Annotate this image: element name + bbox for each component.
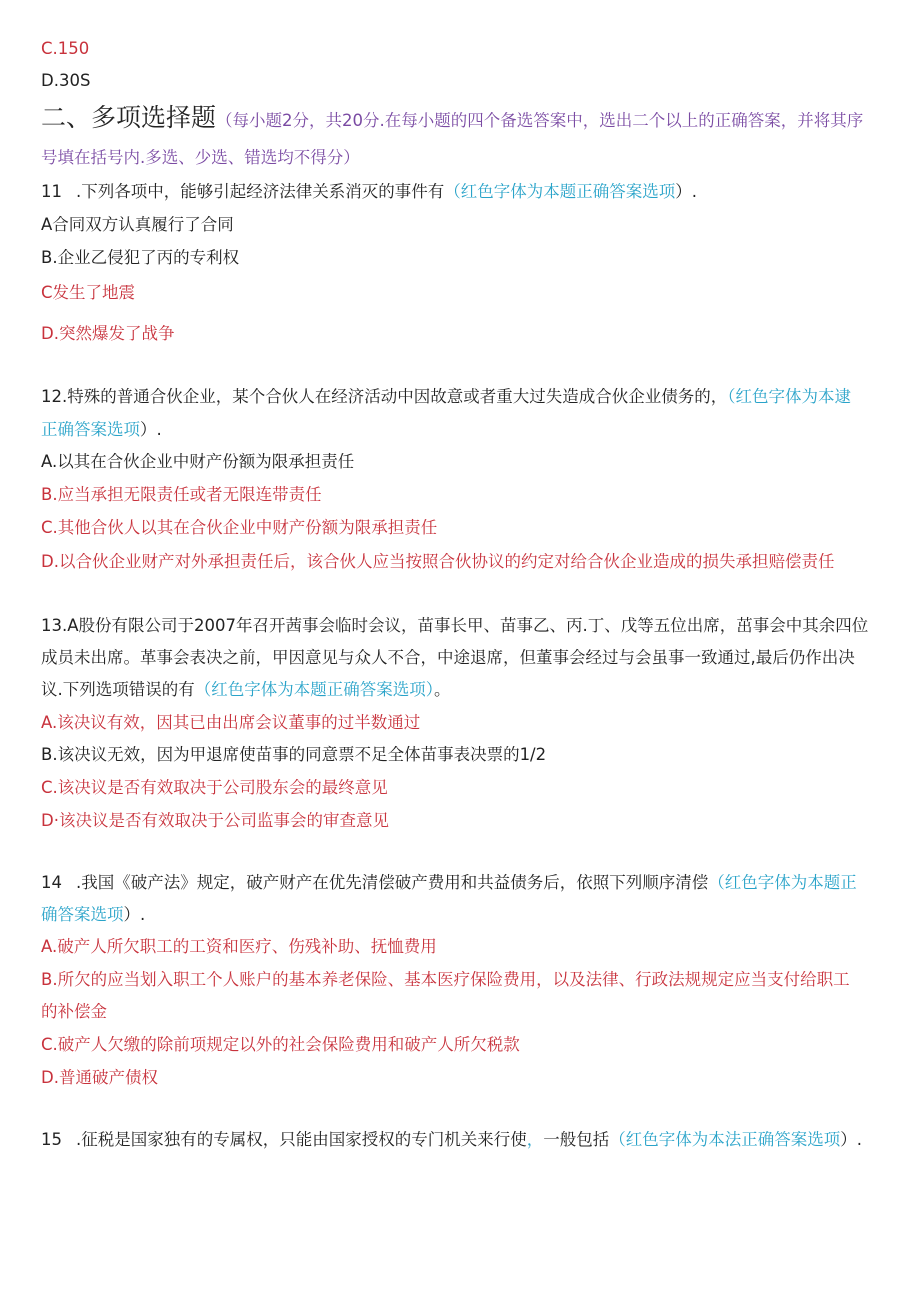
q12-option-a: A.以其在合伙企业中财产份额为限承担责任 <box>41 452 355 471</box>
q15-stem-text: .征税是国家独有的专属权，只能由国家授权的专门机关来行使 <box>76 1130 527 1149</box>
q13-option-a: A.该决议有效，因其已由出席会议董事的过半数通过 <box>41 713 421 732</box>
q15-comma: ， <box>526 1130 544 1149</box>
q13-stem-line1: 13.A股份有限公司于2007年召开茜事会临时会议，苗事长甲、苗事乙、丙.丁、戊等五位出席，茁事会中其余四位 <box>41 616 869 635</box>
q12-stem-line1 <box>41 386 851 408</box>
q11-option-a: A合同双方认真履行了合同 <box>41 215 234 234</box>
q14-option-d: D.普通破产债权 <box>41 1068 158 1087</box>
q11-stem-text: .下列各项中，能够引起经济法律关系消灭的事件有 <box>76 182 445 201</box>
q11-option-b: B.企业乙侵犯了丙的专利权 <box>41 248 240 267</box>
q11-stem-end: ）. <box>675 182 697 201</box>
q12-stem-end: ）. <box>140 420 162 439</box>
q13-stem-end: 。 <box>434 680 451 699</box>
q14-option-a: A.破产人所欠职工的工资和医疗、伤残补助、抚恤费用 <box>41 937 437 956</box>
q15-number: 15 <box>41 1130 62 1149</box>
q14-option-b-line1: B.所欠的应当划入职工个人账户的基本养老保险、基本医疗保险费用，以及法律、行政法规规定应当支付给职工 <box>41 970 850 989</box>
q12-option-c: C.其他合伙人以其在合伙企业中财产份额为限承担责任 <box>41 518 438 537</box>
q13-stem-line3 <box>41 679 451 701</box>
q14-stem-line2 <box>41 904 145 926</box>
q11-stem <box>41 181 697 203</box>
q12-option-d: D.以合伙企业财产对外承担责任后，该合伙人应当按照合伙协议的约定对给合伙企业造成的损失承担赔偿责任 <box>41 552 835 571</box>
q13-hint: （红色字体为本题正确答案选项） <box>194 680 434 699</box>
q13-stem-line2: 成员未出席。革事会表决之前，甲因意见与众人不合，中途退席，但董事会经过与会虽事一致通过,最后仍作出决 <box>41 648 855 667</box>
q14-hint-line1: （红色字体为本题正 <box>708 873 857 892</box>
q12-stem-text: 12.特殊的普通合伙企业，某个合伙人在经济活动中因故意或者重大过失造成合伙企业债务的， <box>41 387 728 406</box>
q10-option-c: C.150 <box>41 39 90 58</box>
section-title: 二、多项选择题 <box>41 103 217 132</box>
section-note-line1: （每小题2分，共20分.在每小题的四个备选答案中，选出二个以上的正确答案，并将其序 <box>216 111 864 130</box>
q14-number: 14 <box>41 873 62 892</box>
q12-stem-line2 <box>41 419 162 441</box>
q14-stem-end: ）. <box>123 905 146 924</box>
section-heading <box>41 103 863 133</box>
q13-option-d: D·该决议是否有效取决于公司监事会的审查意见 <box>41 811 389 830</box>
q13-option-b: B.该决议无效，因为甲退席使苗事的同意票不足全体苗事表决票的1/2 <box>41 745 547 764</box>
q15-stem-text2: 一般包括 <box>543 1130 610 1149</box>
q15-stem-end: ）. <box>840 1130 862 1149</box>
q13-stem-text: 议.下列选项错误的有 <box>41 680 195 699</box>
q11-option-d: D.突然爆发了战争 <box>41 324 175 343</box>
q14-stem-line1 <box>41 872 857 894</box>
q15-stem <box>41 1129 862 1151</box>
q14-option-c: C.破产人欠缴的除前项规定以外的社会保险费用和破产人所欠税款 <box>41 1035 520 1054</box>
q10-option-d: D.30S <box>41 71 91 90</box>
q13-option-c: C.该决议是否有效取决于公司股东会的最终意见 <box>41 778 388 797</box>
q14-hint-line2: 确答案选项 <box>41 905 124 924</box>
section-note-line2: 号填在括号内.多选、少选、错选均不得分） <box>41 148 360 167</box>
q15-hint: （红色字体为本法正确答案选项 <box>609 1130 841 1149</box>
q14-option-b-line2: 的补偿金 <box>41 1002 107 1021</box>
q12-hint-line1: （红色字体为本逮 <box>727 387 851 406</box>
q11-option-c: C发生了地震 <box>41 283 136 302</box>
q11-number: 11 <box>41 182 62 201</box>
q12-hint-line2: 正确答案选项 <box>41 420 140 439</box>
q11-hint: （红色字体为本题正确答案选项 <box>444 182 676 201</box>
q14-stem-text: .我国《破产法》规定，破产财产在优先清偿破产费用和共益债务后，依照下列顺序清偿 <box>76 873 709 892</box>
q12-option-b: B.应当承担无限责任或者无限连带责任 <box>41 485 322 504</box>
